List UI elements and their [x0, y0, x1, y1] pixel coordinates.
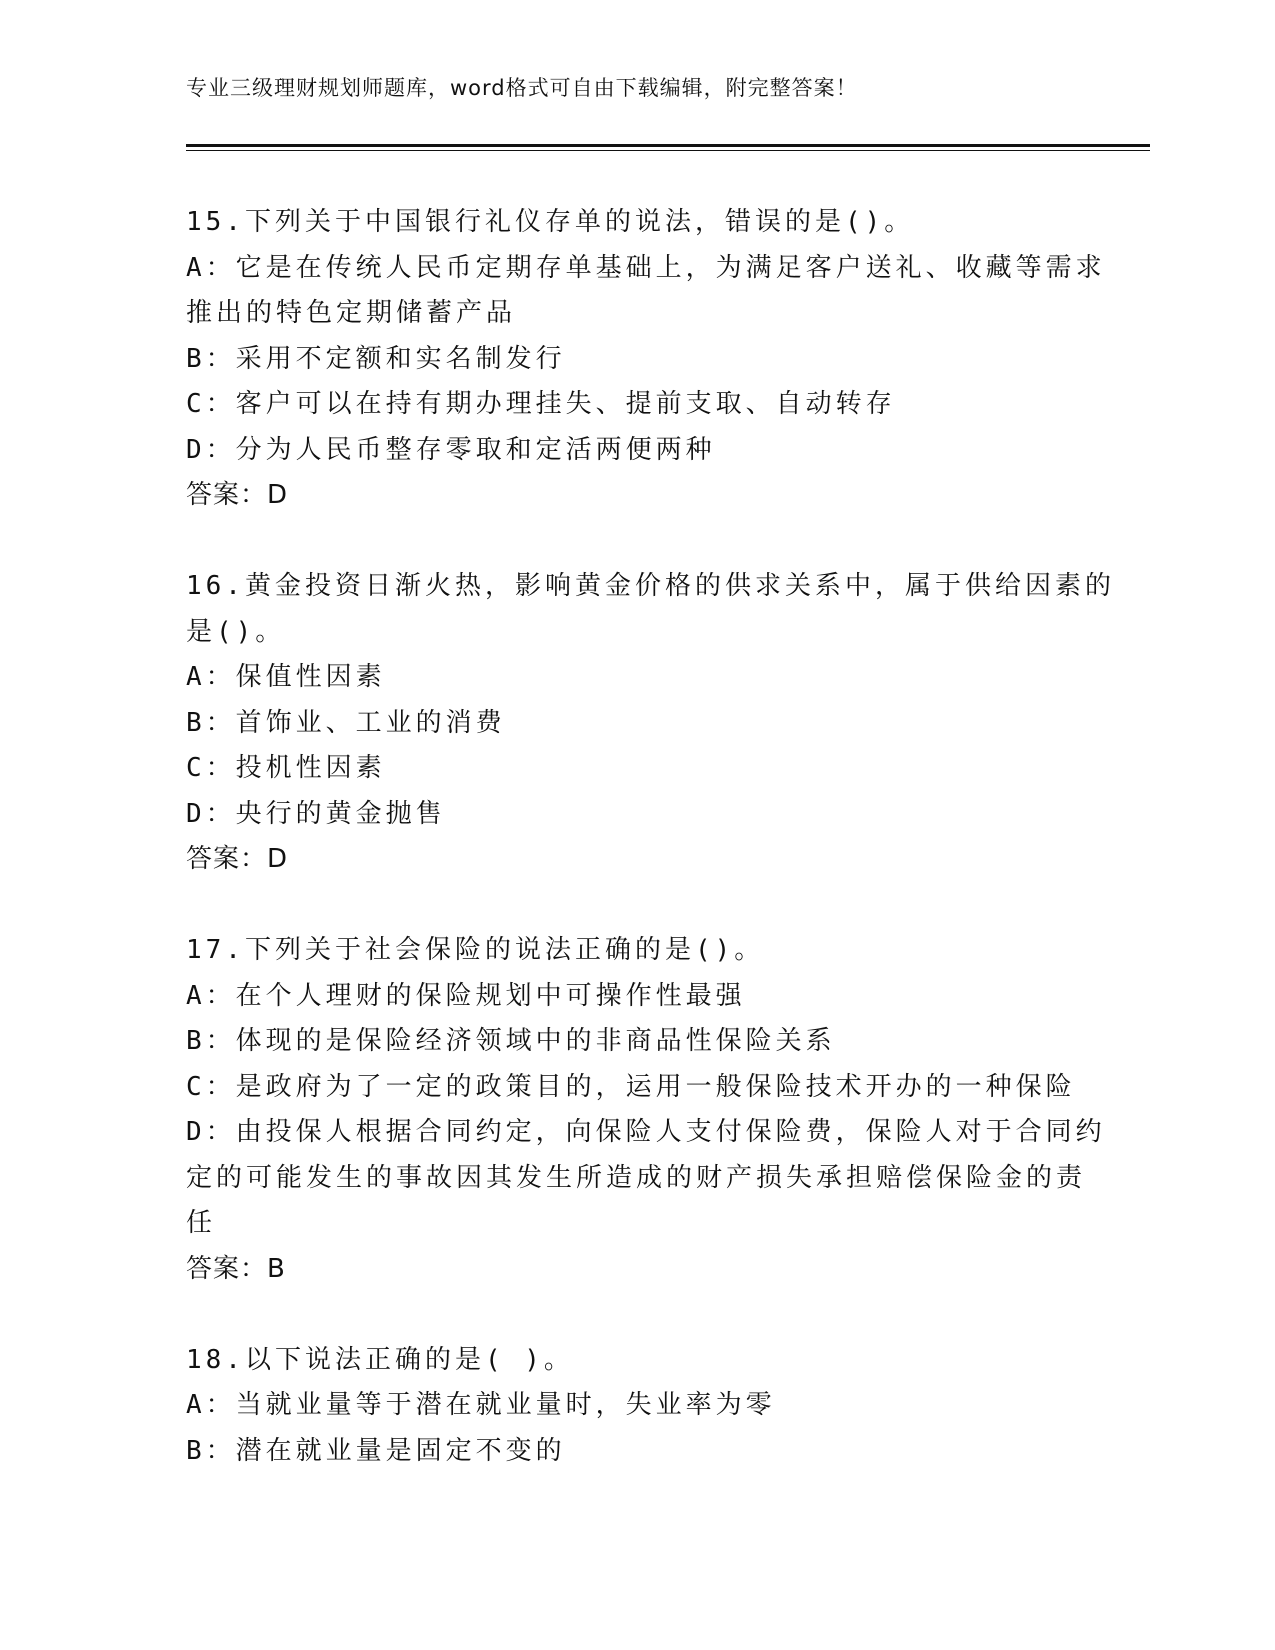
spacer — [186, 1292, 1076, 1338]
option-a: A：在个人理财的保险规划中可操作性最强 — [186, 980, 746, 1011]
option-d: D：分为人民币整存零取和定活两便两种 — [186, 434, 716, 465]
question-stem: 17.下列关于社会保险的说法正确的是()。 — [186, 935, 765, 965]
option-a-cont: 推出的特色定期储蓄产品 — [186, 298, 517, 328]
spacer — [186, 519, 1076, 565]
question-list — [186, 200, 1115, 1474]
page-header: 专业三级理财规划师题库，word格式可自由下载编辑，附完整答案！ — [186, 76, 858, 100]
option-c: C：客户可以在持有期办理挂失、提前支取、自动转存 — [186, 389, 896, 419]
option-b: B：首饰业、工业的消费 — [186, 707, 506, 738]
answer: 答案：B — [186, 1253, 286, 1284]
answer: 答案：D — [186, 480, 289, 510]
option-d-cont: 任 — [186, 1208, 217, 1238]
question-stem: 15.下列关于中国银行礼仪存单的说法，错误的是()。 — [186, 207, 915, 237]
option-b: B：体现的是保险经济领域中的非商品性保险关系 — [186, 1026, 836, 1056]
question-15 — [186, 200, 1106, 519]
question-18 — [186, 1338, 1076, 1475]
question-stem: 16.黄金投资日渐火热，影响黄金价格的供求关系中，属于供给因素的 — [186, 571, 1115, 601]
option-c: C：是政府为了一定的政策目的，运用一般保险技术开办的一种保险 — [186, 1071, 1076, 1102]
option-a: A：它是在传统人民币定期存单基础上，为满足客户送礼、收藏等需求 — [186, 252, 1106, 283]
option-b: B：潜在就业量是固定不变的 — [186, 1435, 566, 1466]
option-b: B：采用不定额和实名制发行 — [186, 343, 566, 374]
header-rule-thick — [186, 144, 1150, 147]
option-d: D：由投保人根据合同约定，向保险人支付保险费，保险人对于合同约 — [186, 1117, 1106, 1147]
option-d: D：央行的黄金抛售 — [186, 798, 446, 829]
option-a: A：当就业量等于潜在就业量时，失业率为零 — [186, 1390, 776, 1420]
question-17 — [186, 928, 1106, 1292]
option-a: A：保值性因素 — [186, 662, 386, 692]
header-rule-thin — [186, 150, 1150, 151]
question-16 — [186, 564, 1115, 883]
answer: 答案：D — [186, 844, 289, 874]
spacer — [186, 883, 1076, 929]
question-stem-cont: 是()。 — [186, 616, 286, 647]
option-c: C：投机性因素 — [186, 753, 386, 783]
option-d-cont: 定的可能发生的事故因其发生所造成的财产损失承担赔偿保险金的责 — [186, 1162, 1087, 1193]
question-stem: 18.以下说法正确的是( )。 — [186, 1344, 574, 1375]
